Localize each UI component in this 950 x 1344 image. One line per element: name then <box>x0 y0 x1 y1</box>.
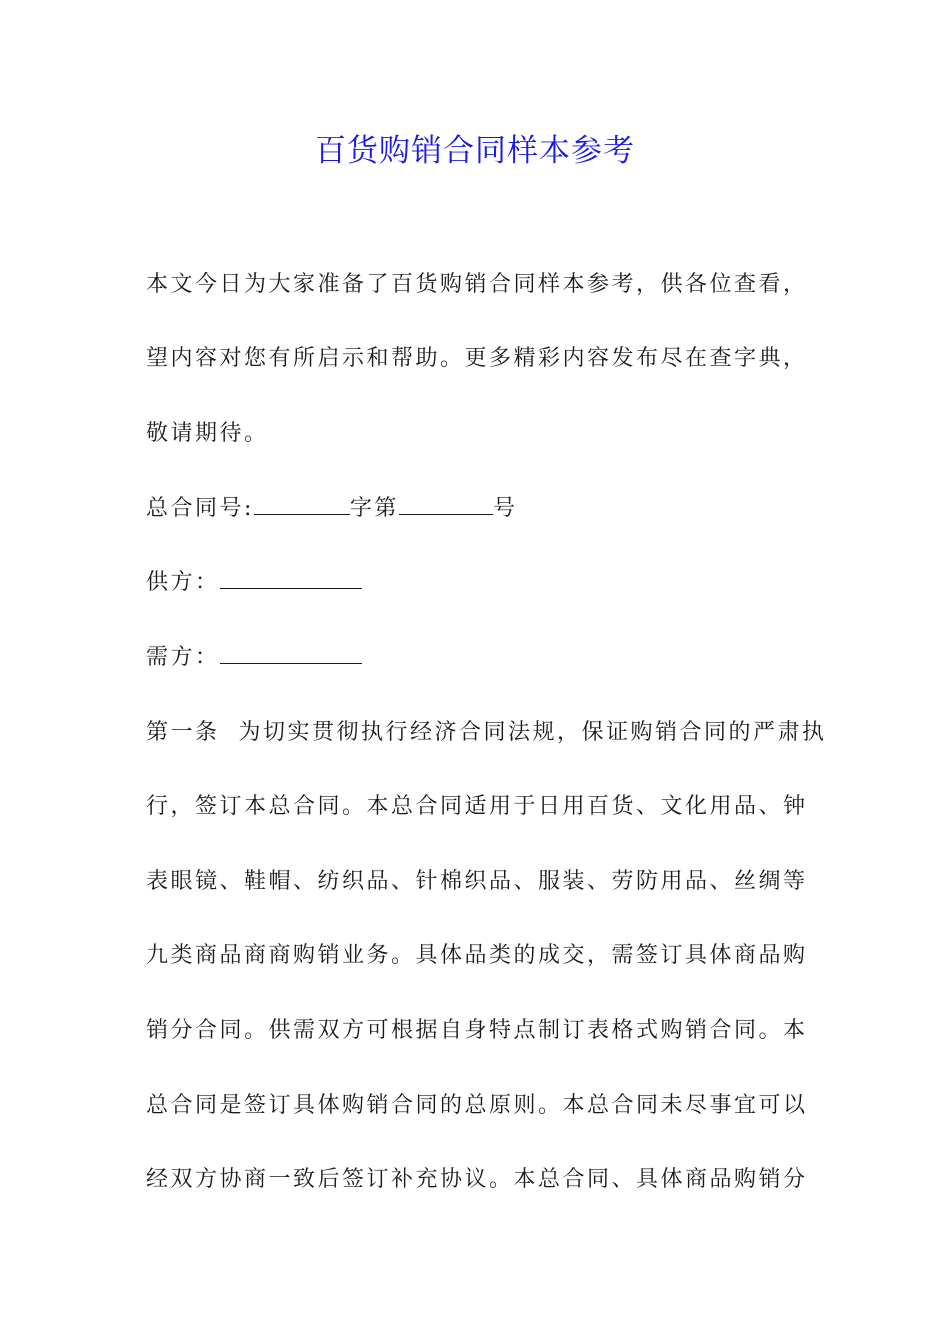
article-one-line-7: 经双方协商一致后签订补充协议。本总合同、具体商品购销分 <box>146 1167 808 1192</box>
contract-number-suffix: 号 <box>492 496 518 521</box>
intro-line-1: 本文今日为大家准备了百货购销合同样本参考，供各位查看， <box>146 272 808 297</box>
article-one-line-6: 总合同是签订具体购销合同的总原则。本总合同未尽事宜可以 <box>146 1093 808 1118</box>
article-one-line-5: 销分合同。供需双方可根据自身特点制订表格式购销合同。本 <box>146 1018 808 1043</box>
supplier-line <box>146 568 362 598</box>
buyer-label: 需方： <box>146 645 220 670</box>
article-one-line-4: 九类商品商商购销业务。具体品类的成交，需签订具体商品购 <box>146 943 808 968</box>
article-one-line-2: 行，签订本总合同。本总合同适用于日用百货、文化用品、钟 <box>146 794 808 819</box>
contract-number-label: 总合同号: <box>146 496 254 521</box>
contract-number-middle: 字第 <box>349 496 399 521</box>
contract-number-blank-1 <box>254 494 350 515</box>
article-one-line-3: 表眼镜、鞋帽、纺织品、针棉织品、服装、劳防用品、丝绸等 <box>146 869 808 894</box>
supplier-blank <box>220 568 362 589</box>
document-title: 百货购销合同样本参考 <box>315 133 635 169</box>
contract-number-blank-2 <box>399 494 493 515</box>
intro-line-3: 敬请期待。 <box>146 421 269 446</box>
buyer-line <box>146 643 362 673</box>
contract-number-line <box>146 494 517 524</box>
supplier-label: 供方： <box>146 570 220 595</box>
article-one-line-1: 第一条 为切实贯彻执行经济合同法规，保证购销合同的严肃执 <box>146 720 827 745</box>
intro-line-2: 望内容对您有所启示和帮助。更多精彩内容发布尽在查字典， <box>146 346 808 371</box>
buyer-blank <box>220 643 362 664</box>
